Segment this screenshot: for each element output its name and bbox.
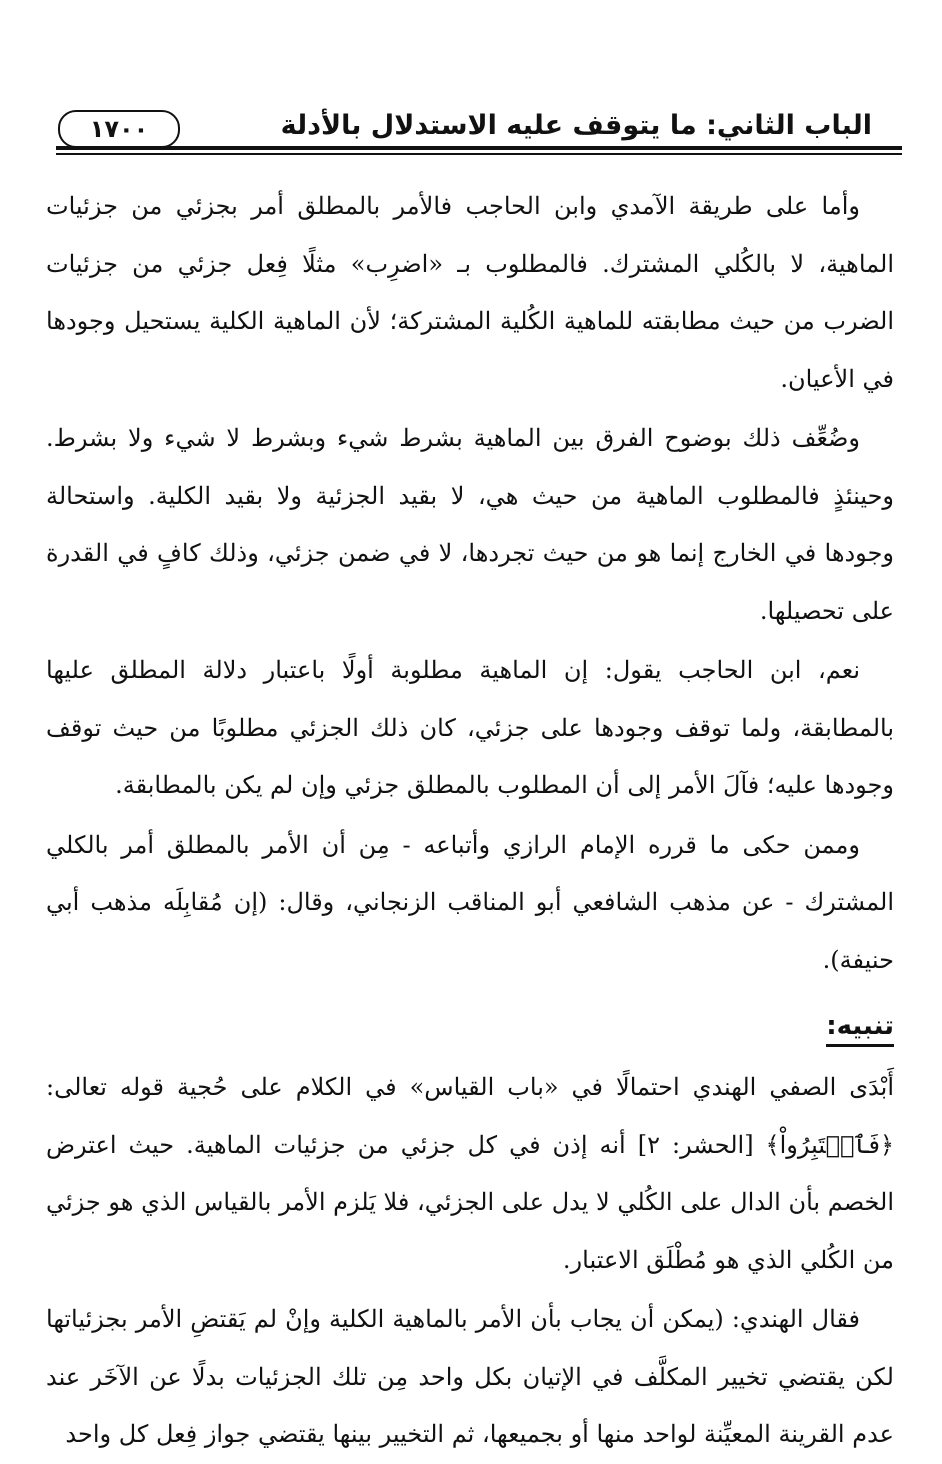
paragraph: فقال الهندي: (يمكن أن يجاب بأن الأمر بالماهية الكلية وإنْ لم يَقتضِ الأمر بجزئياتها لكن يقتضي تخيير المكلَّف في الإتيان بكل واحد مِن تلك الجزئيات بدلًا عن الآخَر عند عدم القرينة المعيِّنة لواحد منها أو بجميعها، ثم التخيير بينها يقتضي جواز فِعل كل واحد <box>46 1305 894 1448</box>
running-title: الباب الثاني: ما يتوقف عليه الاستدلال بالأدلة <box>280 110 872 141</box>
section-heading-text: تنبيه: <box>826 1011 894 1047</box>
section-heading <box>46 1001 894 1051</box>
header-rule-thin <box>56 153 902 155</box>
paragraph: وأما على طريقة الآمدي وابن الحاجب فالأمر بالمطلق أمر بجزئي من جزئيات الماهية، لا بالكُلي المشترك. فالمطلوب بـ «اضرِب» مثلًا فِعل جزئي من جزئيات الضرب من حيث مطابقته للماهية الكُلية المشتركة؛ لأن الماهية الكلية يستحيل وجودها في الأعيان. <box>46 192 894 393</box>
paragraph: أَبْدَى الصفي الهندي احتمالًا في «باب القياس» في الكلام على حُجية قوله تعالى: ﴿فَٱعۡتَبِرُواْ﴾ [الحشر: ٢] أنه إذن في كل جزئي من جزئيات الماهية. حيث اعترض الخصم بأن الدال على الكُلي لا يدل على الجزئي، فلا يَلزم الأمر بالقياس الذي هو جزئي من الكُلي الذي هو مُطْلَق الاعتبار. <box>46 1073 894 1274</box>
paragraph: وضُعِّف ذلك بوضوح الفرق بين الماهية بشرط شيء وبشرط لا شيء ولا بشرط. وحينئذٍ فالمطلوب الماهية من حيث هي، لا بقيد الجزئية ولا بقيد الكلية. واستحالة وجودها في الخارج إنما هو من حيث تجردها، لا في ضمن جزئي، وذلك كافٍ في القدرة على تحصيلها. <box>46 424 894 625</box>
page-body <box>46 178 894 1464</box>
paragraph: نعم، ابن الحاجب يقول: إن الماهية مطلوبة أولًا باعتبار دلالة المطلق عليها بالمطابقة، ولما توقف وجودها على جزئي، كان ذلك الجزئي مطلوبًا من حيث توقف وجودها عليه؛ فآلَ الأمر إلى أن المطلوب بالمطلق جزئي وإن لم يكن بالمطابقة. <box>46 656 894 799</box>
page-header <box>40 96 902 158</box>
page-number: ١٧٠٠ <box>58 110 180 148</box>
header-rule-thick <box>56 146 902 150</box>
paragraph: وممن حكى ما قرره الإمام الرازي وأتباعه - مِن أن الأمر بالمطلق أمر بالكلي المشترك - عن مذهب الشافعي أبو المناقب الزنجاني، وقال: (إن مُقابِلَه مذهب أبي حنيفة). <box>46 830 894 974</box>
